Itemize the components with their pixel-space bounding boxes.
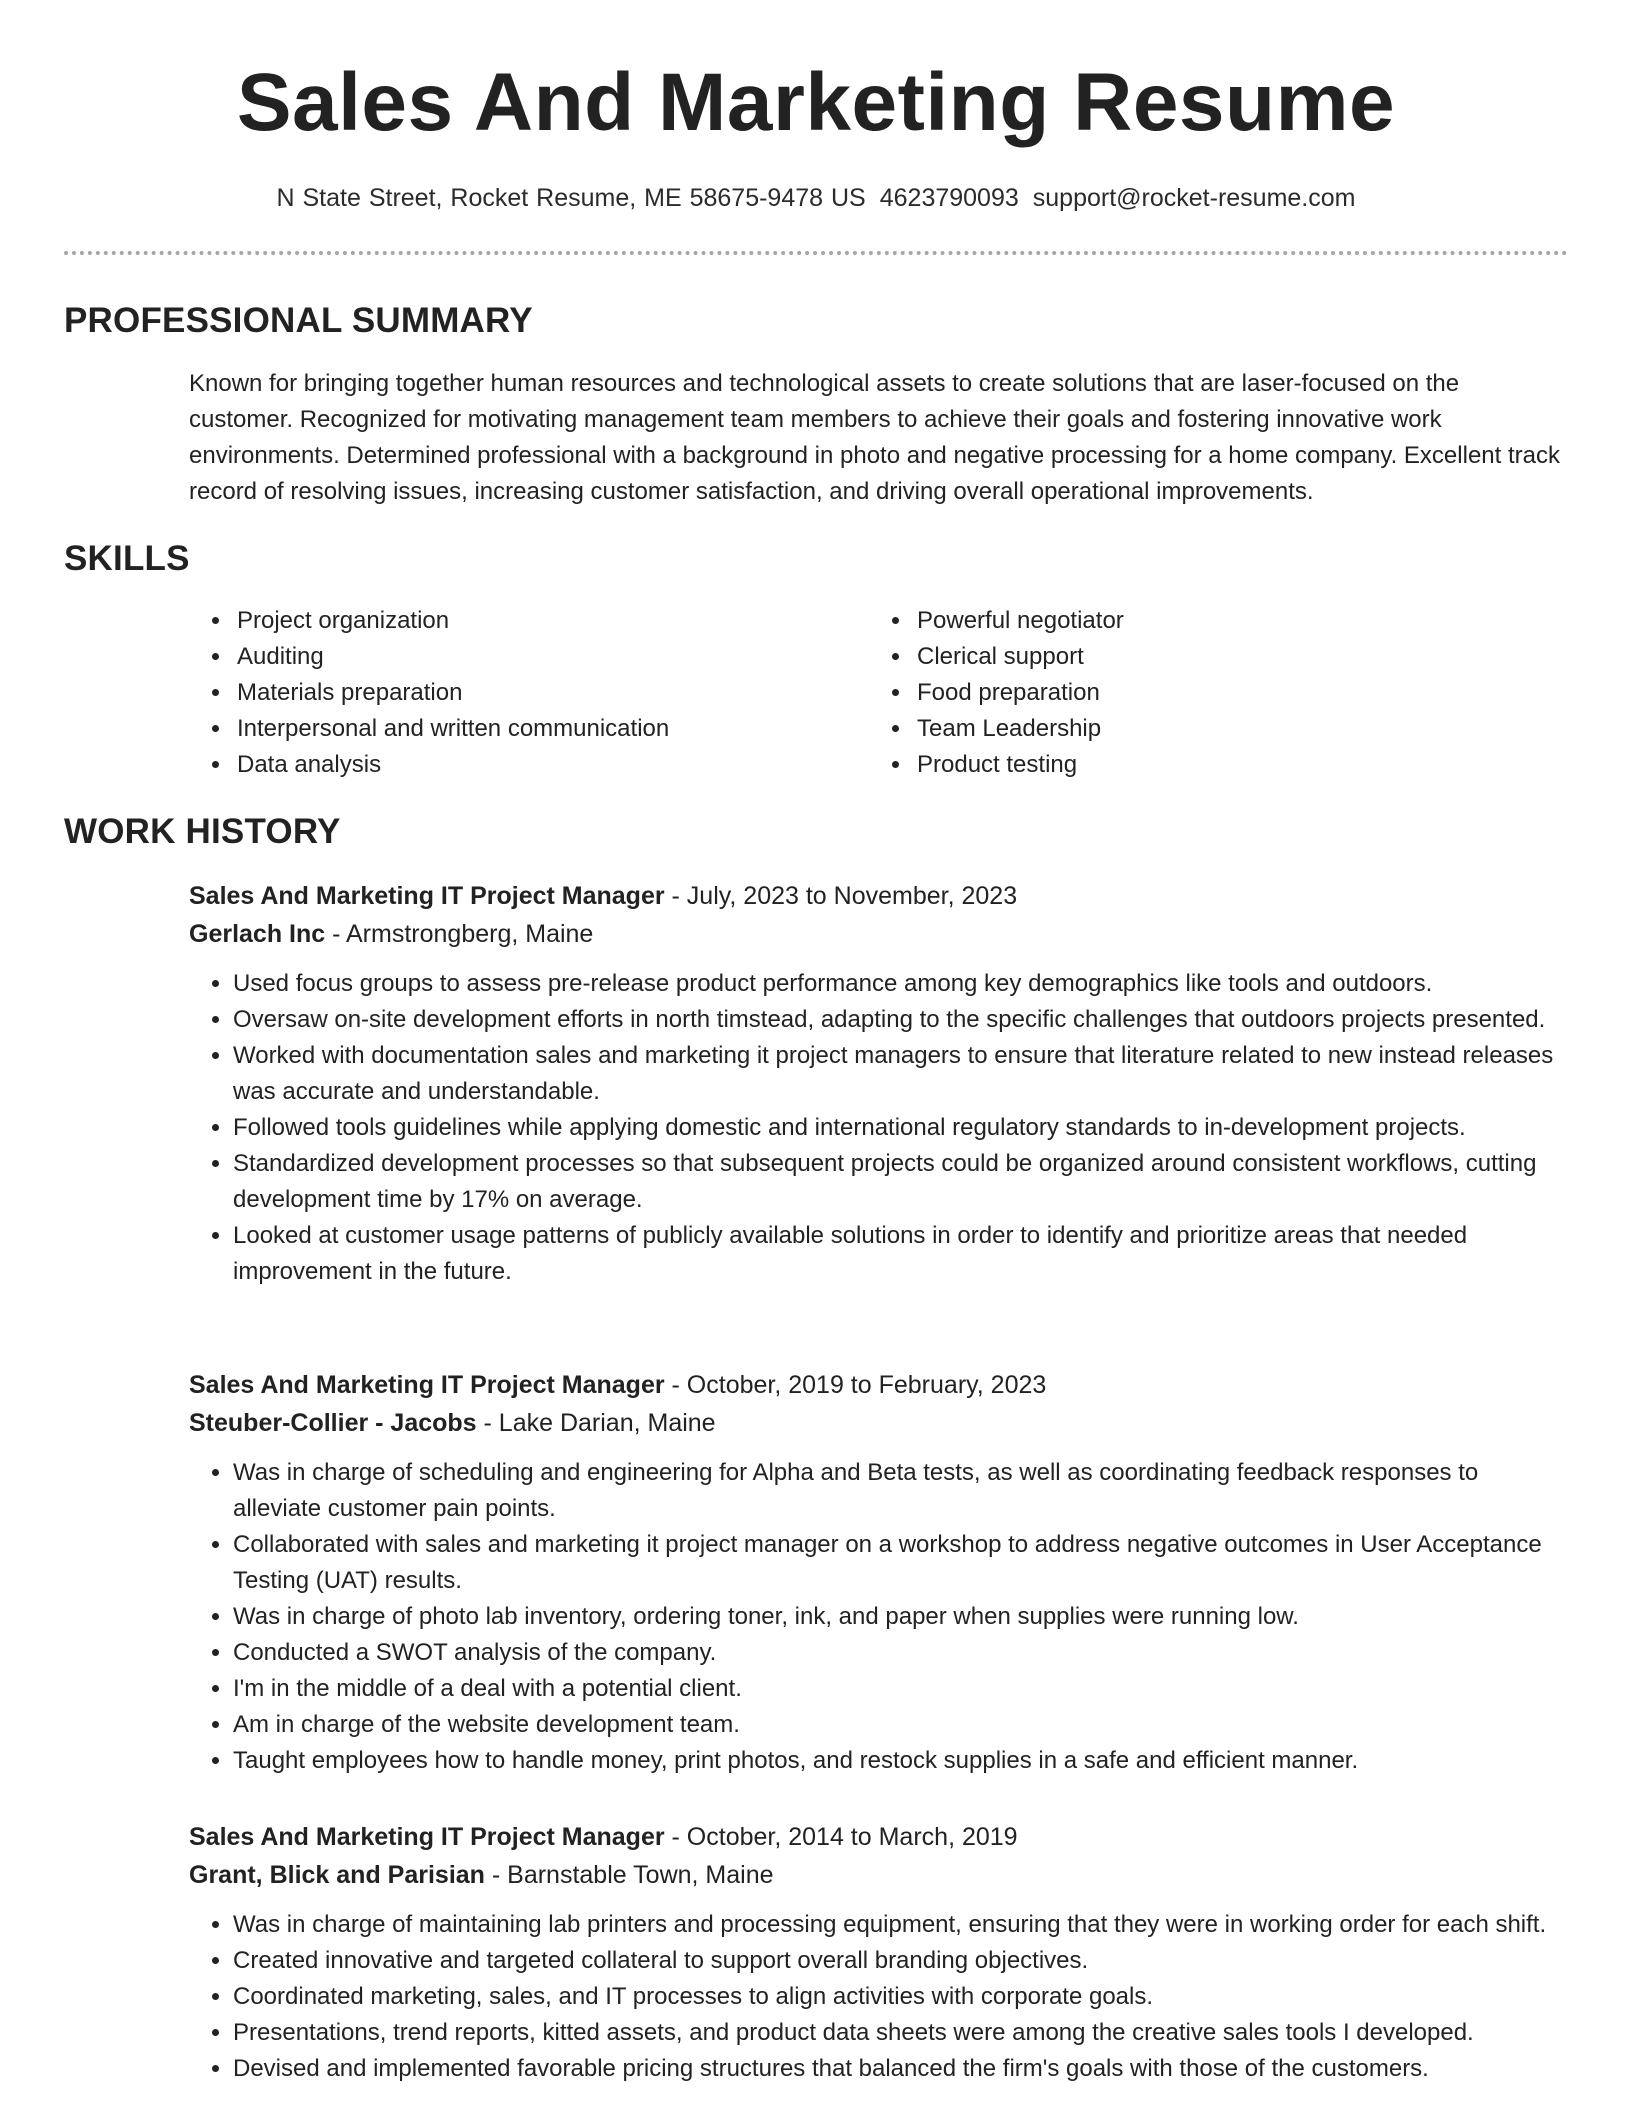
skills-heading: SKILLS xyxy=(64,539,190,578)
contact-email: support@rocket-resume.com xyxy=(1032,184,1356,212)
job-bullet: • Worked with documentation sales and marketing it project managers to ensure that literature related to new instead releases was accurate and understandable. xyxy=(233,1038,1569,1110)
summary-text: Known for bringing together human resources and technological assets to create solutions that are laser-focused on the customer. Recognized for motivating management team members to achieve their goals and fostering innovative work environments. Determined professional with a background in photo and negative processing for a home company. Excellent track record of resolving issues, increasing customer satisfaction, and driving overall operational improvements. xyxy=(189,370,1560,505)
job-dates: - July, 2023 to November, 2023 xyxy=(664,882,1018,910)
job-bullets xyxy=(189,966,1569,1290)
job-location: - Armstrongberg, Maine xyxy=(325,920,594,948)
skill-item: • Powerful negotiator xyxy=(913,603,1553,639)
job-bullet: • Used focus groups to assess pre-release product performance among key demographics like tools and outdoors. xyxy=(233,966,1569,1002)
job-company: Gerlach Inc xyxy=(189,920,326,948)
job-company-line xyxy=(189,1856,1569,1894)
job-bullet: • Oversaw on-site development efforts in north timstead, adapting to the specific challenges that outdoors projects presented. xyxy=(233,1002,1569,1038)
job-bullet: • Looked at customer usage patterns of publicly available solutions in order to identify and prioritize areas that needed improvement in the future. xyxy=(233,1218,1569,1290)
resume-title: Sales And Marketing Resume xyxy=(236,57,1396,148)
job-title: Sales And Marketing IT Project Manager xyxy=(189,1823,665,1851)
job-bullet: • Created innovative and targeted collateral to support overall branding objectives. xyxy=(233,1943,1569,1979)
skill-item: • Clerical support xyxy=(913,639,1553,675)
job-bullet: • Collaborated with sales and marketing it project manager on a workshop to address negative outcomes in User Acceptance Testing (UAT) results. xyxy=(233,1527,1569,1599)
skill-item: • Data analysis xyxy=(233,747,873,783)
skill-item: • Materials preparation xyxy=(233,675,873,711)
job-location: - Barnstable Town, Maine xyxy=(484,1861,774,1889)
job-location: - Lake Darian, Maine xyxy=(476,1409,716,1437)
skill-item: • Auditing xyxy=(233,639,873,675)
skill-item: • Food preparation xyxy=(913,675,1553,711)
contact-address: N State Street, Rocket Resume, ME 58675-9478 US xyxy=(276,184,866,212)
work-history-heading: WORK HISTORY xyxy=(64,812,341,851)
job-title-line xyxy=(189,1366,1569,1404)
skills-list-right xyxy=(913,603,1553,783)
job-bullet: • I'm in the middle of a deal with a potential client. xyxy=(233,1671,1569,1707)
job-title-line xyxy=(189,877,1569,915)
header-divider xyxy=(64,251,1568,255)
job-entry xyxy=(189,1366,1569,1779)
skill-item: • Project organization xyxy=(233,603,873,639)
job-title-line xyxy=(189,1818,1569,1856)
job-bullets xyxy=(189,1907,1569,2087)
job-bullet: • Coordinated marketing, sales, and IT processes to align activities with corporate goals. xyxy=(233,1979,1569,2015)
job-bullet: • Was in charge of maintaining lab printers and processing equipment, ensuring that they were in working order for each shift. xyxy=(233,1907,1569,1943)
job-entry xyxy=(189,877,1569,1290)
summary-heading: PROFESSIONAL SUMMARY xyxy=(64,301,533,340)
job-title: Sales And Marketing IT Project Manager xyxy=(189,1371,665,1399)
job-company: Grant, Blick and Parisian xyxy=(189,1861,485,1889)
skill-item: • Team Leadership xyxy=(913,711,1553,747)
job-bullet: • Conducted a SWOT analysis of the company. xyxy=(233,1635,1569,1671)
job-bullet: • Was in charge of photo lab inventory, ordering toner, ink, and paper when supplies were running low. xyxy=(233,1599,1569,1635)
skills-list-left xyxy=(233,603,873,783)
job-company-line xyxy=(189,915,1569,953)
job-company-line xyxy=(189,1404,1569,1442)
skill-item: • Product testing xyxy=(913,747,1553,783)
job-title: Sales And Marketing IT Project Manager xyxy=(189,882,665,910)
job-bullet: • Presentations, trend reports, kitted assets, and product data sheets were among the creative sales tools I developed. xyxy=(233,2015,1569,2051)
job-bullet: • Standardized development processes so that subsequent projects could be organized around consistent workflows, cutting development time by 17% on average. xyxy=(233,1146,1569,1218)
contact-line xyxy=(0,184,1632,213)
job-bullets xyxy=(189,1455,1569,1779)
job-bullet: • Devised and implemented favorable pricing structures that balanced the firm's goals with those of the customers. xyxy=(233,2051,1569,2087)
job-company: Steuber-Collier - Jacobs xyxy=(189,1409,477,1437)
job-dates: - October, 2014 to March, 2019 xyxy=(664,1823,1018,1851)
job-dates: - October, 2019 to February, 2023 xyxy=(664,1371,1047,1399)
skill-item: • Interpersonal and written communication xyxy=(233,711,873,747)
job-bullet: • Am in charge of the website development team. xyxy=(233,1707,1569,1743)
job-bullet: • Followed tools guidelines while applying domestic and international regulatory standards to in-development projects. xyxy=(233,1110,1569,1146)
job-bullet: • Was in charge of scheduling and engineering for Alpha and Beta tests, as well as coordinating feedback responses to alleviate customer pain points. xyxy=(233,1455,1569,1527)
job-entry xyxy=(189,1818,1569,2087)
contact-phone: 4623790093 xyxy=(879,184,1019,212)
job-bullet: • Taught employees how to handle money, print photos, and restock supplies in a safe and efficient manner. xyxy=(233,1743,1569,1779)
